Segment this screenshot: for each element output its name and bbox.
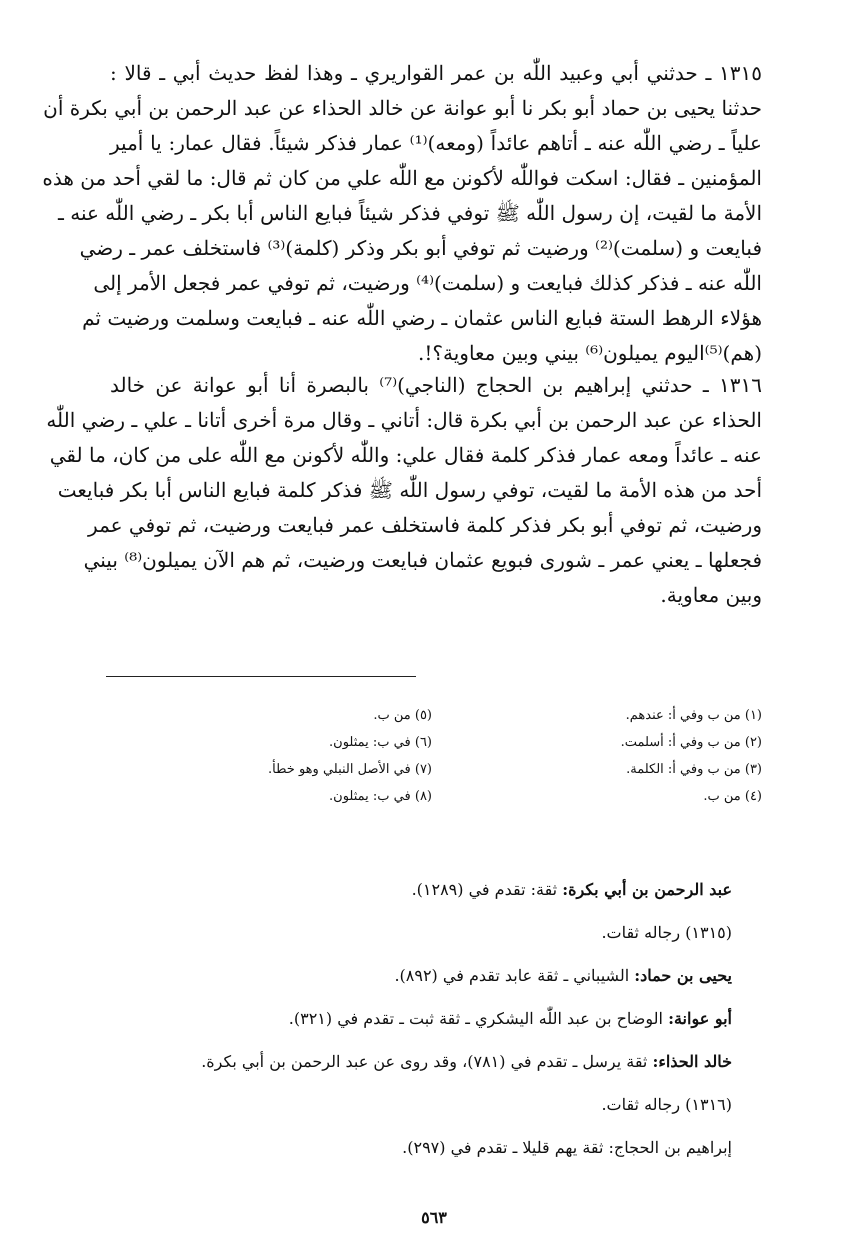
text-line: ١٣١٦ ـ حدثني إبراهيم بن الحجاج (الناجي)⁽⁷⁾ بالبصرة أنا أبو عوانة عن خالد: [110, 373, 762, 397]
text-line: وبين معاوية.: [660, 583, 762, 607]
narrator-text: (١٣١٥) رجاله ثقات.: [601, 923, 732, 942]
footnote: (٦) في ب: يمثلون.: [329, 735, 432, 750]
footnotes: [110, 702, 762, 812]
narrator-name: عبد الرحمن بن أبي بكرة:: [562, 880, 732, 899]
text-line: ١٣١٥ ـ حدثني أبي وعبيد اللّٰه بن عمر القواريري ـ وهذا لفظ حديث أبي ـ قالا :: [110, 61, 762, 85]
footnotes-left-column: [132, 702, 432, 810]
footnote: (١) من ب وفي أ: عندهم.: [625, 708, 762, 723]
narrator-entry: [112, 1126, 732, 1169]
narrator-text: ثقة: تقدم في (١٢٨٩).: [411, 880, 563, 899]
text-line: علياً ـ رضي اللّٰه عنه ـ أتاهم عائداً (ومعه)⁽¹⁾ عمار فذكر شيئاً. فقال عمار: يا أمير: [110, 131, 762, 155]
hadith-1316-paragraph: [46, 368, 762, 613]
text-line: حدثنا يحيى بن حماد أبو بكر نا أبو عوانة عن خالد الحذاء عن عبد الرحمن بن أبي بكرة أن: [43, 96, 762, 120]
narrator-text: (١٣١٦) رجاله ثقات.: [601, 1095, 732, 1114]
text-line: الأمة ما لقيت، إن رسول اللّٰه ﷺ توفي فذكر شيئاً فبايع الناس أبا بكر ـ رضي اللّٰه عنه ـ: [58, 201, 762, 225]
page-number: ٥٦٣: [421, 1208, 447, 1227]
narrator-entry: [112, 997, 732, 1040]
footnote: (٧) في الأصل النبلي وهو خطأ.: [268, 762, 432, 777]
text-line: أحد من هذه الأمة ما لقيت، توفي رسول اللّٰه ﷺ فذكر كلمة فبايع الناس أبا بكر فبايعت: [57, 478, 762, 502]
text-line: اللّٰه عنه ـ فذكر كذلك فبايعت و (سلمت)⁽⁴⁾ ورضيت، ثم توفي عمر فجعل الأمر إلى: [93, 271, 762, 295]
footnote: (٨) في ب: يمثلون.: [329, 789, 432, 804]
narrator-name: خالد الحذاء:: [652, 1052, 732, 1071]
text-line: (هم)⁽⁵⁾اليوم يميلون⁽⁶⁾ بيني وبين معاوية؟!.: [417, 341, 762, 365]
narrator-entry: [112, 1040, 732, 1083]
footnote-divider: [106, 676, 416, 677]
narrator-text: الوضاح بن عبد اللّٰه اليشكري ـ ثقة ثبت ـ تقدم في (٣٢١).: [288, 1009, 669, 1028]
text-line: عنه ـ عائداً ومعه عمار فذكر كلمة فقال علي: واللّٰه لأكونن مع اللّٰه على من كان، ما لقي: [49, 443, 762, 467]
narrator-name: يحيى بن حماد:: [634, 966, 732, 985]
footnote: (٥) من ب.: [373, 708, 432, 723]
narrator-text: ثقة يرسل ـ تقدم في (٧٨١)، وقد روى عن عبد الرحمن بن أبي بكرة.: [201, 1052, 653, 1071]
text-line: المؤمنين ـ فقال: اسكت فواللّٰه لأكونن مع اللّٰه علي من كان ثم قال: ما لقي أحد من هذه: [42, 166, 762, 190]
narrator-text: إبراهيم بن الحجاج: ثقة يهم قليلا ـ تقدم في (٢٩٧).: [402, 1138, 732, 1157]
footnotes-right-column: [462, 702, 762, 810]
hadith-1315-paragraph: [42, 56, 762, 371]
text-line: الحذاء عن عبد الرحمن بن أبي بكرة قال: أتاني ـ وقال مرة أخرى أتانا ـ علي ـ رضي اللّٰه: [46, 408, 762, 432]
text-line: فبايعت و (سلمت)⁽²⁾ ورضيت ثم توفي أبو بكر وذكر (كلمة)⁽³⁾ فاستخلف عمر ـ رضي: [79, 236, 762, 260]
narrator-name: أبو عوانة:: [668, 1009, 732, 1028]
narrator-entry: [112, 911, 732, 954]
footnote: (٣) من ب وفي أ: الكلمة.: [626, 762, 762, 777]
narrator-entry: [112, 954, 732, 997]
text-line: هؤلاء الرهط الستة فبايع الناس عثمان ـ رضي اللّٰه عنه ـ فبايعت وسلمت ورضيت ثم: [82, 306, 762, 330]
narrator-notes: [112, 868, 732, 1169]
narrator-text: الشيباني ـ ثقة عابد تقدم في (٨٩٢).: [394, 966, 635, 985]
footnote: (٢) من ب وفي أ: أسلمت.: [620, 735, 762, 750]
narrator-entry: [112, 868, 732, 911]
text-line: ورضيت، ثم توفي أبو بكر فذكر كلمة فاستخلف عمر فبايعت ورضيت، ثم توفي عمر: [88, 513, 762, 537]
text-line: فجعلها ـ يعني عمر ـ شورى فبويع عثمان فبايعت ورضيت، ثم هم الآن يميلون⁽⁸⁾ بيني: [83, 548, 762, 572]
footnote: (٤) من ب.: [703, 789, 762, 804]
narrator-entry: [112, 1083, 732, 1126]
